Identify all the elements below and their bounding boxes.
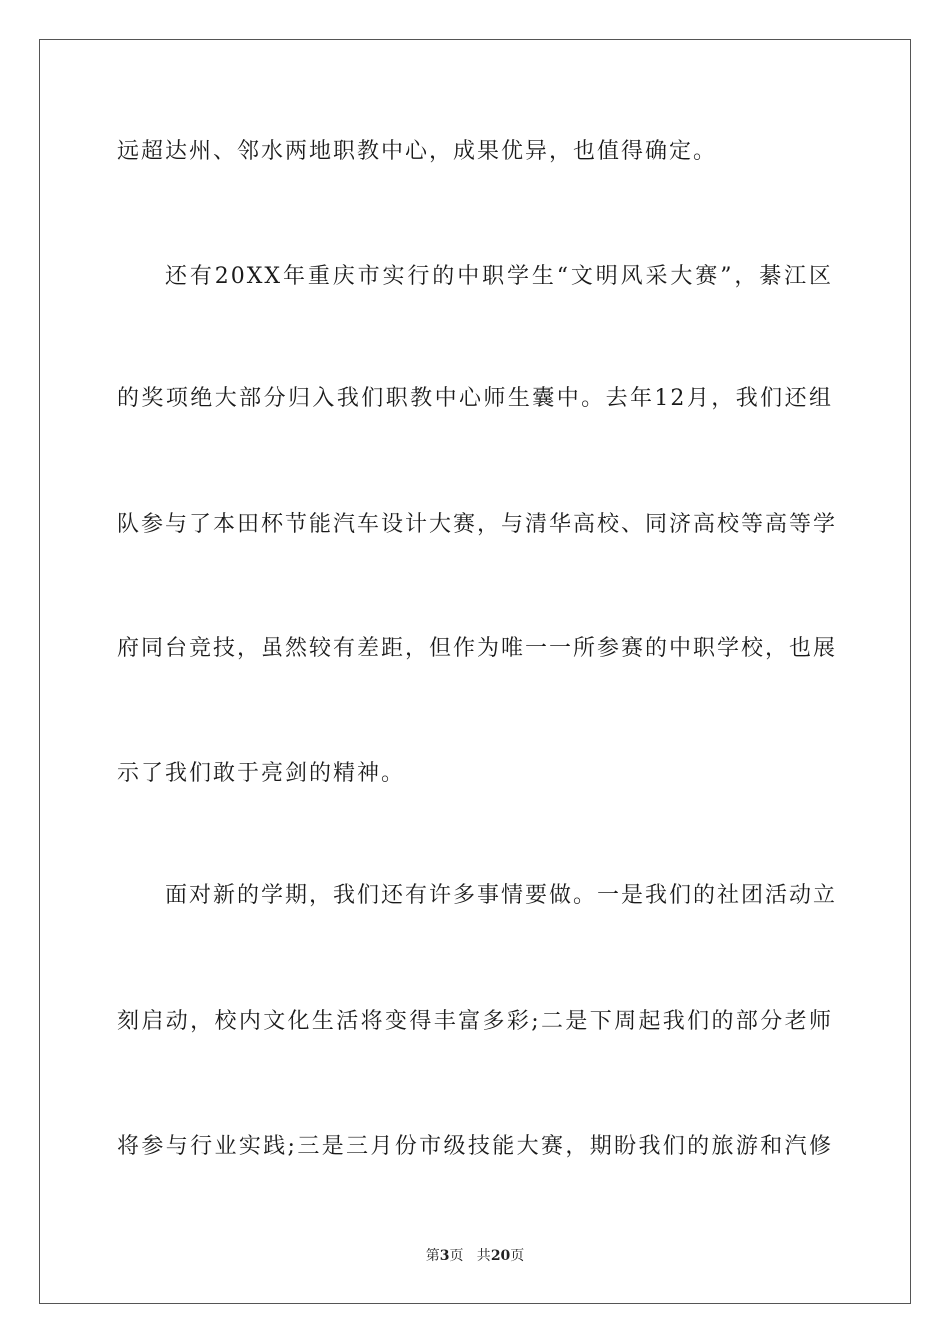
paragraph-line: 还有20XX年重庆市实行的中职学生“文明风采大赛”，綦江区 [165, 264, 833, 289]
page-number-footer [0, 1246, 950, 1266]
paragraph-line: 远超达州、邻水两地职教中心，成果优异，也值得确定。 [117, 139, 718, 164]
footer-prefix: 第 [425, 1248, 440, 1264]
paragraph-line: 府同台竞技，虽然较有差距，但作为唯一一所参赛的中职学校，也展 [117, 636, 838, 661]
footer-suffix: 页 [510, 1248, 525, 1264]
paragraph-line: 队参与了本田杯节能汽车设计大赛，与清华高校、同济高校等高等学 [117, 512, 838, 537]
paragraph-line: 将参与行业实践;三是三月份市级技能大赛，期盼我们的旅游和汽修 [117, 1134, 833, 1159]
paragraph-line: 刻启动，校内文化生活将变得丰富多彩;二是下周起我们的部分老师 [117, 1009, 833, 1034]
footer-mid: 页 共 [449, 1248, 491, 1264]
total-pages-number: 20 [490, 1248, 511, 1264]
page-border [39, 39, 911, 1304]
paragraph-line: 面对新的学期，我们还有许多事情要做。一是我们的社团活动立 [165, 883, 838, 908]
current-page-number: 3 [439, 1248, 450, 1264]
paragraph-line: 的奖项绝大部分归入我们职教中心师生囊中。去年12月，我们还组 [117, 386, 833, 411]
paragraph-line: 示了我们敢于亮剑的精神。 [117, 761, 406, 786]
